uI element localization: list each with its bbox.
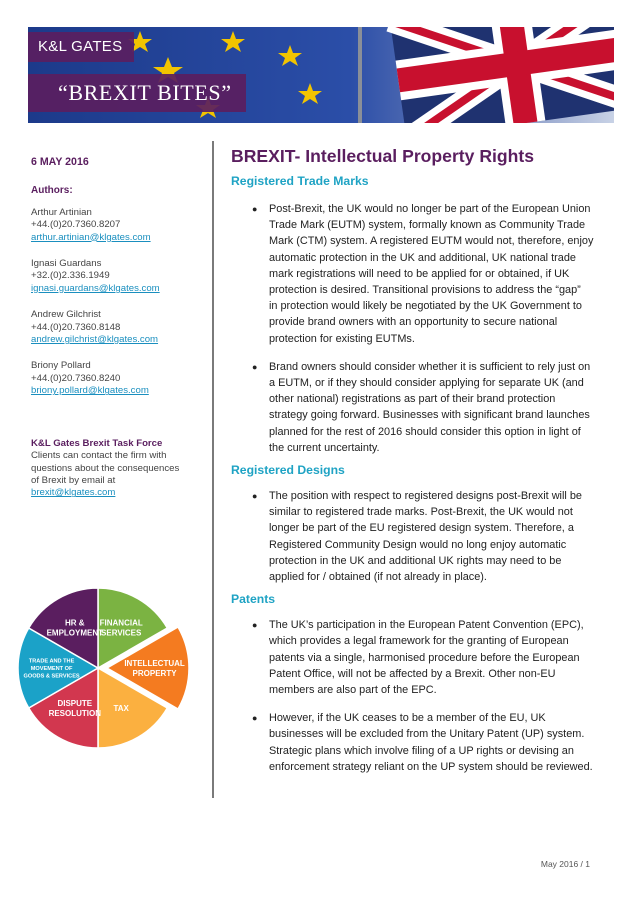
paragraph-line: other national) registrations as part of their brand protection xyxy=(269,393,556,406)
task-force-line: questions about the consequences xyxy=(31,462,180,474)
task-force-line: of Brexit by email at xyxy=(31,474,116,486)
paragraph-line: the current uncertainty. xyxy=(269,441,380,454)
column-divider xyxy=(212,141,214,798)
bullet-paragraph xyxy=(231,359,593,456)
author-email-link[interactable]: andrew.gilchrist@klgates.com xyxy=(31,334,159,346)
author-email-link[interactable]: briony.pollard@klgates.com xyxy=(31,385,149,397)
paragraph-line: Registered Community Design would no long enjoy automatic xyxy=(269,538,567,551)
paragraph-line: The position with respect to registered designs post-Brexit will be xyxy=(269,490,582,503)
paragraph-line: planned for the rest of 2016 should consider this option in light of xyxy=(269,425,581,438)
bullet-dot-icon: ● xyxy=(252,204,258,214)
wheel-segment-label: SERVICES xyxy=(101,628,142,638)
paragraph-line: However, if the UK ceases to be a member of the EU, UK xyxy=(269,712,546,725)
wheel-segment-label: GOODS & SERVICES xyxy=(23,673,80,680)
paragraph-line: Mark (CTM) system. A registered EUTM would not, therefore, enjoy xyxy=(269,235,594,248)
paragraph-line: patents via a single, harmonised procedure before the European xyxy=(269,651,580,664)
task-force-line: Clients can contact the firm with xyxy=(31,450,167,462)
wheel-segment-label: DISPUTE xyxy=(57,698,93,708)
practice-areas-wheel xyxy=(12,578,192,758)
series-title: “BREXIT BITES” xyxy=(28,74,246,112)
bullet-paragraph xyxy=(231,617,593,698)
bullet-dot-icon: ● xyxy=(252,361,258,372)
section-heading-patents: Patents xyxy=(231,592,276,607)
paragraph-line: Patent Office, will not be affected by a Brexit. Other non-EU xyxy=(269,667,556,680)
wheel-segment-label: TRADE AND THE xyxy=(28,658,75,665)
brand-logo: K&L GATES xyxy=(28,32,134,62)
wheel-segment-label: PROPERTY xyxy=(132,668,177,678)
page-footer: May 2016 / 1 xyxy=(540,859,590,869)
union-jack xyxy=(390,27,614,123)
paragraph-line: a EUTM, or if they should consider applying for separate UK (and xyxy=(269,377,584,390)
paragraph-line: in protection would likely be negotiated by the UK Government to xyxy=(269,300,582,313)
paragraph-line: Brand owners should consider whether it is sufficient to rely just on xyxy=(269,360,591,373)
paragraph-line: protection in the UK and additional UK rights may need to be xyxy=(269,554,562,567)
document-title: BREXIT- Intellectual Property Rights xyxy=(231,146,535,166)
paragraph-line: mark registrations will need to be applied for or obtained, if UK xyxy=(269,267,570,280)
paragraph-line: Post-Brexit, the UK would no longer be part of the European Union xyxy=(269,203,591,215)
paragraph-line: The UK’s participation in the European Patent Convention (EPC), xyxy=(269,619,584,632)
section-heading-designs: Registered Designs xyxy=(231,463,345,478)
publication-date: 6 MAY 2016 xyxy=(31,156,89,168)
author-card xyxy=(31,360,211,397)
task-force-email-link[interactable]: brexit@klgates.com xyxy=(31,487,116,499)
author-phone: +44.(0)20.7360.8148 xyxy=(31,321,121,333)
paragraph-line: businesses will be excluded from the Unitary Patent (UP) system. xyxy=(269,728,585,741)
bullet-paragraph xyxy=(231,201,593,347)
author-list xyxy=(31,207,211,398)
authors-label: Authors: xyxy=(31,185,73,197)
author-name: Ignasi Guardans xyxy=(31,258,102,270)
author-name: Andrew Gilchrist xyxy=(31,309,101,321)
author-email-link[interactable]: ignasi.guardans@klgates.com xyxy=(31,282,160,294)
task-force-title: K&L Gates Brexit Task Force xyxy=(31,437,163,449)
bullet-paragraph xyxy=(231,710,593,775)
paragraph-line: Trade Mark (EUTM) system, formally known as Community Trade xyxy=(269,219,586,232)
paragraph-line: applied for / obtained (if not already in place). xyxy=(269,571,487,584)
paragraph-line: protection for existing EUTMs. xyxy=(269,332,415,345)
wheel-segment-label: MOVEMENT OF xyxy=(30,665,73,672)
sidebar xyxy=(31,156,211,500)
bullet-dot-icon: ● xyxy=(252,713,258,724)
wheel-segment-label: EMPLOYMENT xyxy=(46,628,104,638)
author-card xyxy=(31,258,211,295)
wheel-segment-label: FINANCIAL xyxy=(99,618,143,628)
author-card xyxy=(31,309,211,346)
task-force-block xyxy=(31,438,211,500)
bullet-dot-icon: ● xyxy=(252,491,258,502)
bullet-dot-icon: ● xyxy=(252,620,258,631)
author-card xyxy=(31,207,211,244)
paragraph-line: longer be part of the EU registered design system. Therefore, a xyxy=(269,522,574,535)
author-phone: +44.(0)20.7360.8240 xyxy=(31,372,121,384)
paragraph-line: strategy going forward. Businesses with significant brand launches xyxy=(269,409,590,422)
bullet-paragraph xyxy=(231,488,593,585)
author-name: Arthur Artinian xyxy=(31,206,92,218)
paragraph-line: provide brand owners with an opportunity to secure national xyxy=(269,316,558,329)
paragraph-line: Strategic plans which involve filing of a UP rights or devising an xyxy=(269,744,574,757)
wheel-segment-label: HR & xyxy=(65,618,85,628)
wheel-segment-label: TAX xyxy=(113,703,129,713)
paragraph-line: members are also part of the EPC. xyxy=(269,684,437,697)
paragraph-line: protection is desired. Transitional provisions to address the “gap” xyxy=(269,284,581,297)
author-phone: +32.(0)2.336.1949 xyxy=(31,270,110,282)
wheel-segment-label: RESOLUTION xyxy=(48,708,102,718)
paragraph-line: automatic protection in the UK and additional, UK national trade xyxy=(269,251,576,264)
wheel-segment-label: INTELLECTUAL xyxy=(124,658,185,668)
paragraph-line: which provides a legal framework for the granting of European xyxy=(269,635,569,648)
paragraph-line: enforcement strategy reliant on the UP system should be reviewed. xyxy=(269,760,593,773)
author-email-link[interactable]: arthur.artinian@klgates.com xyxy=(31,231,151,243)
main-content xyxy=(231,146,593,775)
paragraph-line: similar to registered trade marks. Post-Brexit, the UK would not xyxy=(269,506,573,519)
author-name: Briony Pollard xyxy=(31,360,91,372)
author-phone: +44.(0)20.7360.8207 xyxy=(31,219,121,231)
section-heading-trade-marks: Registered Trade Marks xyxy=(231,174,369,188)
